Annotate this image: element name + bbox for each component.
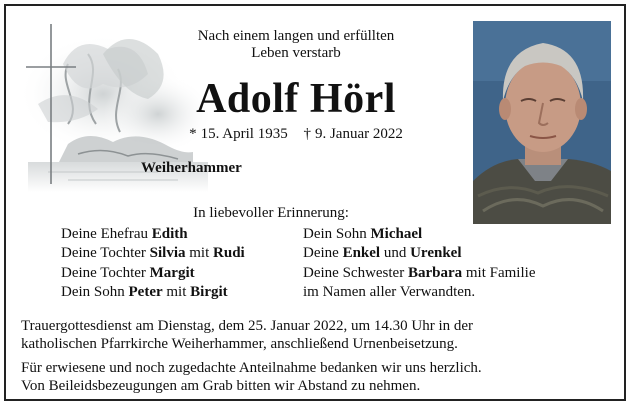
mourner-line: Dein Sohn Michael: [303, 226, 423, 242]
mourner-line: Deine Tochter Margit: [61, 264, 195, 281]
service-info: Trauergottesdienst am Dienstag, dem 25. Januar 2022, um 14.30 Uhr in der katholischen Pfarrkirche Weiherhammer, anschließend Urnenbeisetzung.: [21, 318, 474, 352]
mourners-left: [61, 225, 245, 302]
death-date: † 9. Januar 2022: [303, 126, 403, 142]
obituary-card: [4, 4, 626, 401]
deceased-name: Adolf Hörl: [196, 76, 396, 122]
hometown: Weiherhammer: [141, 160, 242, 176]
death-symbol: †: [303, 126, 311, 142]
life-dates: [156, 125, 436, 143]
portrait-photo: [473, 21, 611, 224]
intro-line-2: Leben verstarb: [251, 45, 341, 61]
footer-text: [21, 317, 621, 395]
mourner-line: Dein Sohn Peter mit Birgit: [61, 283, 228, 300]
mourner-line: Deine Ehefrau Edith: [61, 226, 188, 242]
mourner-line: Deine Tochter Silvia mit Rudi: [61, 245, 245, 262]
memory-heading: In liebevoller Erinnerung:: [193, 205, 349, 221]
birth-symbol: *: [189, 126, 197, 142]
mourner-line: im Namen aller Verwandten.: [303, 283, 476, 300]
mourner-line: Deine Enkel und Urenkel: [303, 245, 462, 262]
birth-date: * 15. April 1935: [189, 126, 288, 142]
intro-line-1: Nach einem langen und erfüllten: [197, 28, 395, 44]
mourner-line: Deine Schwester Barbara mit Familie: [303, 264, 536, 281]
mourners-right: [303, 225, 535, 302]
intro-text: [146, 28, 446, 62]
thanks-note: Für erwiesene und noch zugedachte Anteilnahme bedanken wir uns herzlich. Von Beileidsbezeugungen am Grab bitten wir Abstand zu nehmen.: [21, 360, 482, 394]
